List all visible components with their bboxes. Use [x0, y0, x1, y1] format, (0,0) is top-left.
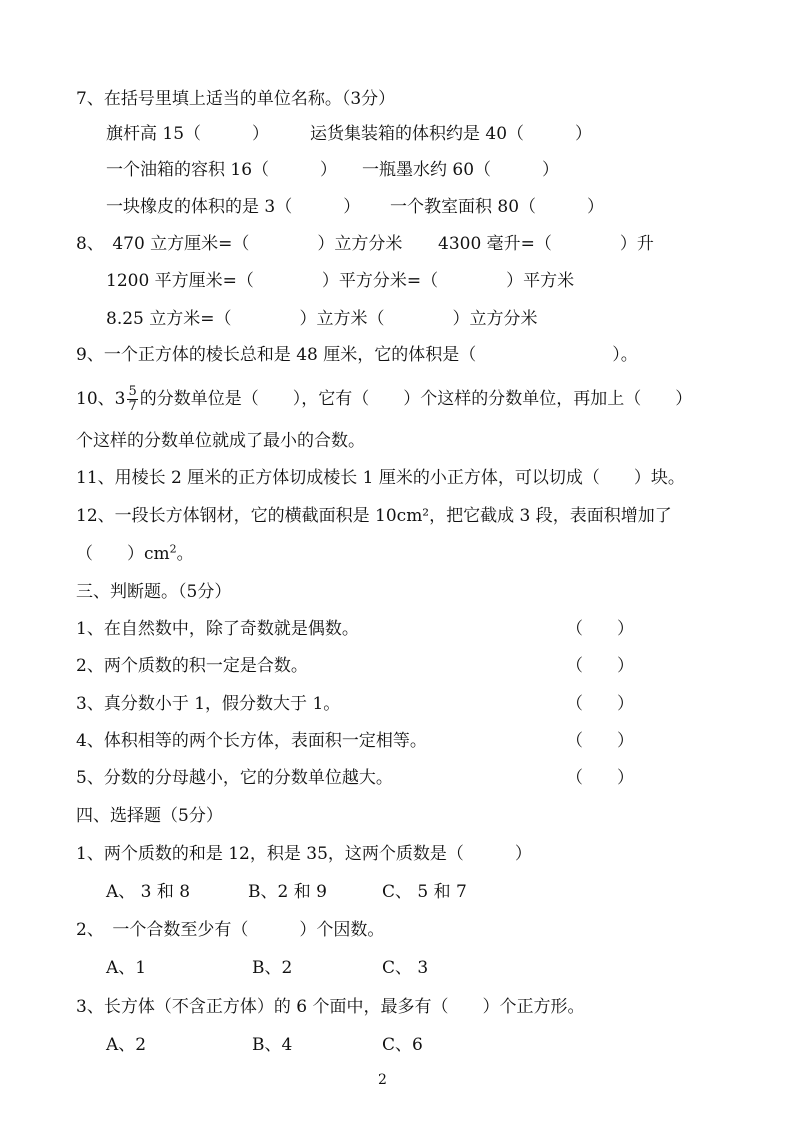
mc-q3-option-b: B、4 [252, 1035, 293, 1055]
q7-item-ink: 一瓶墨水约 60（ ） [362, 160, 560, 180]
q10-prefix: 10、3 [76, 389, 126, 409]
mixed-fraction [127, 385, 137, 414]
q7-item-eraser: 一块橡皮的体积的是 3（ ） [106, 197, 361, 217]
tf-paren-1: （ ） [566, 619, 634, 639]
page-number: 2 [378, 1072, 387, 1088]
q7-item-oil-tank: 一个油箱的容积 16（ ） [106, 160, 338, 180]
mc-question-1: 1、两个质数的和是 12，积是 35，这两个质数是（ ） [76, 844, 532, 864]
mc-question-3: 3、长方体（不含正方体）的 6 个面中，最多有（ ）个正方形。 [76, 997, 585, 1017]
tf-paren-4: （ ） [566, 731, 634, 751]
tf-item-2: 2、两个质数的积一定是合数。 [76, 656, 308, 676]
mc-q2-option-a: A、1 [106, 958, 147, 978]
fraction-numerator: 5 [128, 384, 137, 399]
q10-text: 的分数单位是（ ），它有（ ）个这样的分数单位，再加上（ ） [139, 389, 693, 409]
q9: 9、一个正方体的棱长总和是 48 厘米，它的体积是（ ）。 [76, 345, 638, 365]
mc-q3-option-a: A、2 [106, 1035, 147, 1055]
q7-item-flagpole: 旗杆高 15（ ） [106, 124, 270, 144]
q12-line-2 [76, 543, 194, 565]
q8-line-2: 1200 平方厘米=（ ）平方分米=（ ）平方米 [106, 271, 575, 291]
q11: 11、用棱长 2 厘米的正方体切成棱长 1 厘米的小正方体，可以切成（ ）块。 [76, 468, 685, 488]
q8-line-1a: 8、 470 立方厘米=（ ）立方分米 [76, 234, 403, 254]
mc-question-2: 2、 一个合数至少有（ ）个因数。 [76, 920, 385, 940]
tf-item-1: 1、在自然数中，除了奇数就是偶数。 [76, 619, 359, 639]
section-4-title: 四、选择题（5分） [76, 806, 223, 826]
tf-item-3: 3、真分数小于 1，假分数大于 1。 [76, 694, 341, 714]
tf-paren-2: （ ） [566, 656, 634, 676]
q8-line-1b: 4300 毫升=（ ）升 [438, 234, 654, 254]
q12-line-1: 12、一段长方体钢材，它的横截面积是 10cm²，把它截成 3 段，表面积增加了 [76, 506, 672, 526]
q10-line-2: 个这样的分数单位就成了最小的合数。 [76, 431, 365, 451]
tf-paren-5: （ ） [566, 768, 634, 788]
q12-superscript: 2 [169, 542, 177, 556]
q12-end: 。 [176, 544, 194, 564]
mc-q2-option-b: B、2 [252, 958, 293, 978]
tf-paren-3: （ ） [566, 694, 634, 714]
q10-line-1 [76, 385, 692, 414]
tf-item-4: 4、体积相等的两个长方体，表面积一定相等。 [76, 731, 427, 751]
q7-item-container: 运货集装箱的体积约是 40（ ） [310, 124, 593, 144]
tf-item-5: 5、分数的分母越小，它的分数单位越大。 [76, 768, 393, 788]
mc-q1-option-a: A、 3 和 8 [106, 882, 191, 902]
mc-q1-option-b: B、2 和 9 [248, 882, 327, 902]
mc-q3-option-c: C、6 [382, 1035, 423, 1055]
fraction-denominator: 7 [128, 399, 137, 414]
q8-line-3: 8.25 立方米=（ ）立方米（ ）立方分米 [106, 309, 538, 329]
section-3-title: 三、判断题。（5分） [76, 582, 232, 602]
q7-item-classroom: 一个教室面积 80（ ） [390, 197, 605, 217]
mc-q1-option-c: C、 5 和 7 [382, 882, 467, 902]
q7-title: 7、在括号里填上适当的单位名称。（3分） [76, 89, 396, 109]
mc-q2-option-c: C、 3 [382, 958, 429, 978]
q12-blank: （ ）cm [76, 544, 170, 564]
